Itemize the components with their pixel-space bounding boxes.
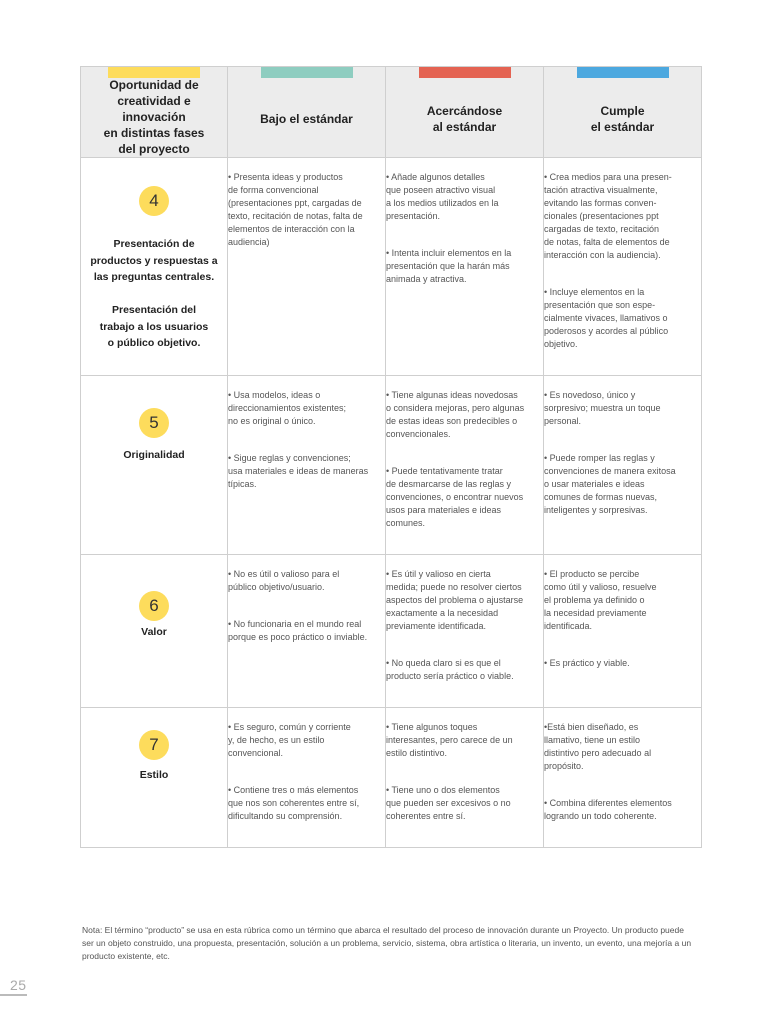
header-color-bar-blue	[577, 67, 669, 78]
criterion-text: • Es novedoso, único y sorpresivo; muestra un toque personal.	[544, 390, 661, 426]
header-color-bar-teal	[261, 67, 353, 78]
criterion-text: • Usa modelos, ideas o direccionamientos existentes; no es original o único.	[228, 390, 347, 426]
footnote: Nota: El término “producto” se usa en esta rúbrica como un término que abarca el resultado del proceso de innovación durante un Proyecto. Un producto puede ser un objeto construido, una propuesta, presentación, solución a un problema, servicio, sistema, obra artística o literaria, un invento, un evento, una mejoría a un producto existente, etc.	[82, 925, 692, 961]
criterion-text: • Contiene tres o más elementos que nos son coherentes entre sí, dificultando su comprensión.	[228, 785, 360, 821]
bajo-cell	[228, 708, 386, 848]
header-title-opportunity: Oportunidad de creatividad e innovación en distintas fases del proyecto	[103, 78, 205, 156]
criterion-text: • Tiene uno o dos elementos que pueden ser excesivos o no coherentes entre sí.	[386, 785, 511, 821]
category-label: Presentación de productos y respuestas a las preguntas centrales. Presentación del trabajo a los usuarios o público objetivo.	[90, 238, 218, 349]
header-row	[81, 67, 702, 158]
criterion-text: • Puede tentativamente tratar de desmarcarse de las reglas y convenciones, o encontrar nuevos usos para materiales e ideas comunes.	[386, 466, 524, 528]
header-cell-acercandose	[386, 67, 544, 158]
acercandose-cell	[386, 555, 544, 708]
cumple-cell	[544, 376, 702, 555]
criterion-text: • Es seguro, común y corriente y, de hecho, es un estilo convencional.	[228, 722, 351, 758]
criterion-text: • Sigue reglas y convenciones; usa materiales e ideas de maneras típicas.	[228, 453, 369, 489]
number-badge: 7	[139, 730, 169, 760]
bajo-cell	[228, 555, 386, 708]
category-cell	[81, 555, 228, 708]
header-cell-bajo	[228, 67, 386, 158]
criterion-text: •Está bien diseñado, es llamativo, tiene un estilo distintivo pero adecuado al propósito.	[544, 722, 652, 771]
header-cell-opportunity	[81, 67, 228, 158]
criterion-text: • Incluye elementos en la presentación que son espe- cialmente vivaces, llamativos o poderosos y acordes al público objetivo.	[544, 287, 669, 349]
page-number: 25	[10, 977, 27, 993]
header-color-bar-yellow	[108, 67, 200, 78]
category-cell	[81, 158, 228, 376]
category-cell	[81, 376, 228, 555]
cumple-cell	[544, 555, 702, 708]
bajo-cell	[228, 158, 386, 376]
category-label: Estilo	[139, 769, 169, 781]
criterion-text: • Presenta ideas y productos de forma convencional (presentaciones ppt, cargadas de texto, recitación de notas, falta de elementos de interacción con la audiencia)	[228, 172, 363, 247]
criterion-text: • Combina diferentes elementos logrando un todo coherente.	[544, 798, 672, 821]
table-row	[81, 555, 702, 708]
criterion-text: • Tiene algunas ideas novedosas o considera mejoras, pero algunas de estas ideas son predecibles o convencionales.	[386, 390, 525, 439]
number-badge: 6	[139, 591, 169, 621]
criterion-text: • Puede romper las reglas y convenciones de manera exitosa o usar materiales e ideas comunes de formas nuevas, inteligentes y sorpresivas.	[544, 453, 676, 515]
acercandose-cell	[386, 376, 544, 555]
header-title-acercandose: Acercándose al estándar	[426, 104, 503, 134]
number-badge: 5	[139, 408, 169, 438]
table-row	[81, 158, 702, 376]
rubric-table	[80, 66, 702, 848]
header-color-bar-red	[419, 67, 511, 78]
criterion-text: • Crea medios para una presen- tación atractiva visualmente, evitando las formas conven- cionales (presentaciones ppt cargadas de texto, recitación de notas, falta de elementos de interacción con la audiencia).	[544, 172, 672, 260]
category-cell	[81, 708, 228, 848]
criterion-text: • Añade algunos detalles que poseen atractivo visual a los medios utilizados en la presentación.	[386, 172, 499, 221]
header-cell-cumple	[544, 67, 702, 158]
category-label: Valor	[141, 626, 167, 638]
table-row	[81, 708, 702, 848]
criterion-text: • Tiene algunos toques interesantes, pero carece de un estilo distintivo.	[386, 722, 513, 758]
criterion-text: • Es práctico y viable.	[544, 658, 630, 668]
header-title-bajo: Bajo el estándar	[260, 112, 353, 126]
criterion-text: • Intenta incluir elementos en la presentación que la harán más animada y atractiva.	[386, 248, 512, 284]
table-row	[81, 376, 702, 555]
criterion-text: • No funcionaria en el mundo real porque es poco práctico o inviable.	[228, 619, 368, 642]
criterion-text: • El producto se percibe como útil y valioso, resuelve el problema ya definido o la necesidad previamente identificada.	[544, 569, 657, 631]
acercandose-cell	[386, 708, 544, 848]
number-badge: 4	[139, 186, 169, 216]
header-title-cumple: Cumple el estándar	[590, 104, 655, 134]
acercandose-cell	[386, 158, 544, 376]
bajo-cell	[228, 376, 386, 555]
criterion-text: • Es útil y valioso en cierta medida; puede no resolver ciertos aspectos del problema o ajustarse exactamente a la necesidad previamente identificada.	[386, 569, 524, 631]
page-number-underline	[0, 994, 27, 996]
cumple-cell	[544, 158, 702, 376]
category-label: Originalidad	[123, 449, 185, 461]
criterion-text: • No es útil o valioso para el público objetivo/usuario.	[228, 569, 340, 592]
cumple-cell	[544, 708, 702, 848]
criterion-text: • No queda claro si es que el producto sería práctico o viable.	[386, 658, 514, 681]
